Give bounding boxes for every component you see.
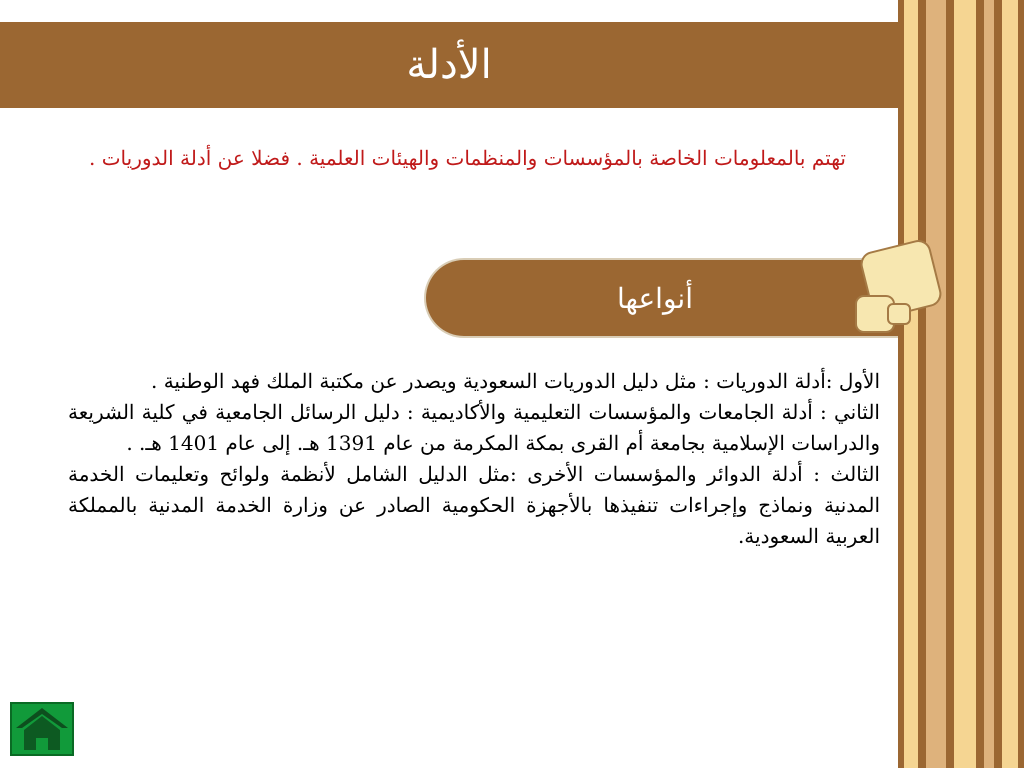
home-icon (12, 704, 72, 754)
types-list (68, 366, 880, 552)
type-item-3: الثالث : أدلة الدوائر والمؤسسات الأخرى :مثل الدليل الشامل لأنظمة ولوائح وتعليمات الخدمة المدنية ونماذج وإجراءات تنفيذها بالأجهزة الحكومية الصادر عن وزارة الخدمة المدنية بالمملكة العربية السعودية. (68, 462, 880, 548)
decorative-stripes (898, 0, 1024, 768)
home-button[interactable] (10, 702, 74, 756)
intro-paragraph: تهتم بالمعلومات الخاصة بالمؤسسات والمنظمات والهيئات العلمية . فضلا عن أدلة الدوريات . (88, 146, 846, 170)
slide-title: الأدلة (406, 42, 492, 88)
decorative-squares-icon (850, 238, 942, 338)
type-item-1: الأول :أدلة الدوريات : مثل دليل الدوريات السعودية ويصدر عن مكتبة الملك فهد الوطنية . (150, 369, 880, 393)
section-heading: أنواعها (617, 281, 693, 315)
type-item-2: الثاني : أدلة الجامعات والمؤسسات التعليمية والأكاديمية : دليل الرسائل الجامعية في كلية الشريعة والدراسات الإسلامية بجامعة أم القرى بمكة المكرمة من عام 1391 هـ. إلى عام 1401 هـ. . (68, 400, 880, 455)
